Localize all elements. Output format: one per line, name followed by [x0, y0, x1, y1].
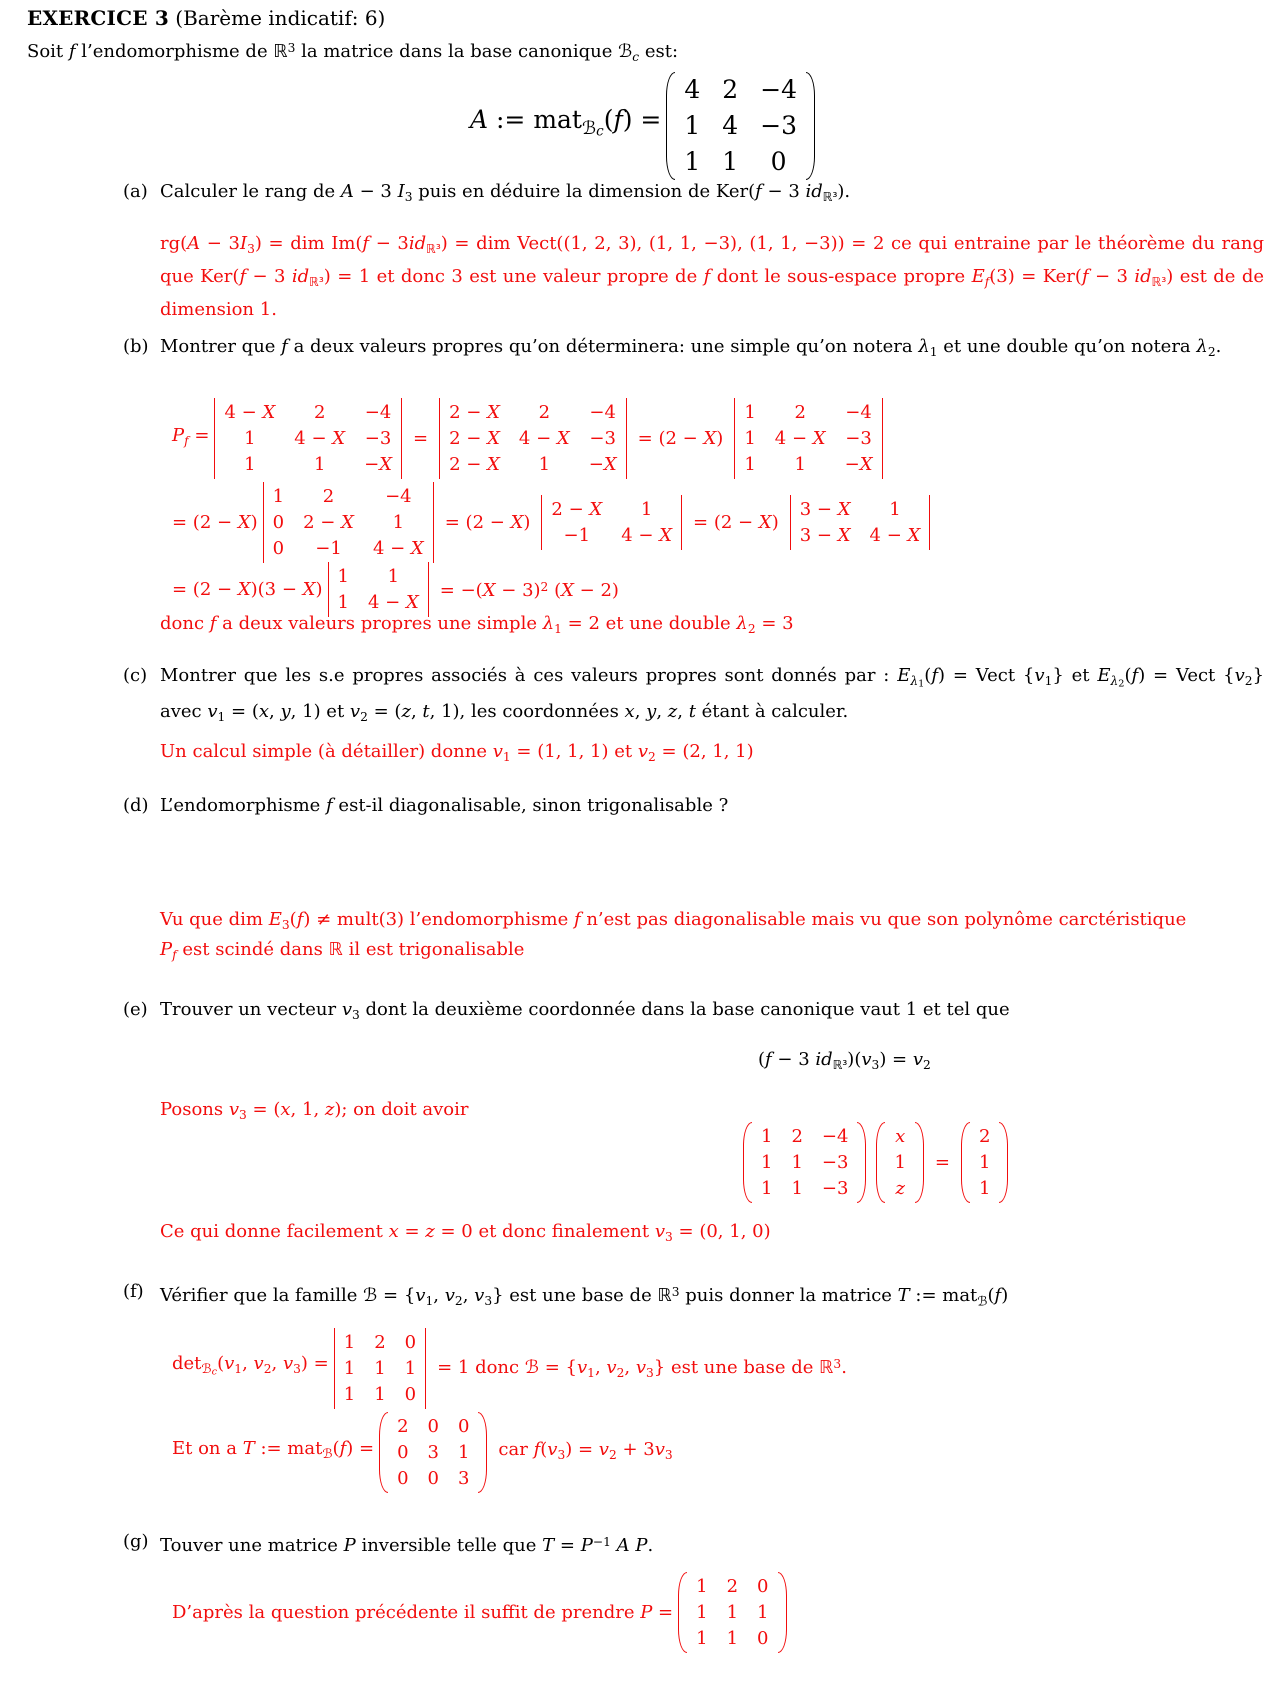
question-e-text: Trouver un vecteur $v_3$ dont la deuxième coordonnée dans la base canonique vaut 1 et tel que	[160, 999, 1010, 1022]
char-poly-lhs: $P_f$ =	[172, 425, 210, 448]
exercise-title-number: EXERCICE 3	[27, 6, 169, 30]
item-label-g: (g)	[123, 1531, 149, 1552]
determinant-3: 1 2 −4 1 4 − X −3 1 1 −X	[734, 398, 882, 479]
determinant-1: 4 − X 2 −4 1 4 − X −3 1 1 −X	[214, 398, 402, 479]
factor-2-minus-x: = (2 − X)	[693, 511, 779, 533]
T-justification: car $f(v_3) = v_2 + 3v_3$	[498, 1439, 673, 1462]
item-label-b: (b)	[123, 336, 149, 357]
vector-x1z: x 1 z	[876, 1122, 923, 1203]
det-lhs: $\det_{ℬc}(v_1$, $v_2$, $v_3$) =	[172, 1353, 329, 1378]
factor-2-minus-x: = (2 − X)	[444, 511, 531, 533]
matrix-a-lhs: A := mat$_{ℬc}$(f) =	[470, 105, 662, 140]
question-g	[123, 1528, 1264, 1560]
answer-e-intro: Posons $v_3 = (x$, 1, z); on doit avoir	[160, 1099, 469, 1122]
pmatrix-f-minus-3id: 1 2 −4 1 1 −3 1 1 −3	[743, 1122, 866, 1203]
det-conclusion: = 1 donc ℬ = {$v_1$, $v_2$, $v_3$} est une base de ℝ$^3$.	[437, 1356, 847, 1381]
answer-f-T-line	[172, 1412, 679, 1493]
factor-2-minus-x: = (2 − X)	[637, 427, 724, 449]
item-label-d: (d)	[123, 795, 149, 816]
matrix-a-display	[470, 72, 820, 180]
answer-e-conclusion: Ce qui donne facilement x = z = 0 et donc finalement $v_3 = (0$, 1, 0)	[160, 1221, 771, 1244]
answer-d-line-1: Vu que dim $E_3(f)$ ≠ mult(3) l’endomorphisme f n’est pas diagonalisable mais vu que son polynôme carctéristique	[160, 909, 1187, 932]
display-equation-e: (f − 3 $id_{ℝ^3})(v_3) = v_2$	[758, 1049, 931, 1072]
determinant-6: 3 − X 1 3 − X 4 − X	[790, 495, 931, 550]
question-c	[123, 662, 1264, 731]
T-lhs: Et on a T := mat$_ℬ$(f) =	[172, 1438, 375, 1463]
answer-a: $rg(A - 3I_3)$ = dim $Im(f - 3id_{ℝ^3})$ = dim Vect((1, 2, 3), (1, 1, −3), (1, 1, −3)) = 2 ce qui entraine par le théorème du rang que Ker(f − 3 $id_{ℝ^3}) = 1$ et donc 3 est une valeur propre de f dont le sous-espace propre $E_f(3) = Ker(f - 3$ $id_{ℝ^3}$) est de de dimension 1.	[160, 233, 1264, 320]
question-a	[123, 178, 1264, 211]
matrix-equation-e	[738, 1122, 1013, 1203]
question-f	[123, 1278, 1264, 1316]
determinant-7: 1 1 1 4 − X	[328, 562, 429, 617]
item-label-a: (a)	[123, 181, 148, 202]
item-label-e: (e)	[123, 999, 148, 1020]
question-c-text: Montrer que les s.e propres associés à ces valeurs propres sont donnés par : $E_{\lambda 1}(f)$ = Vect $\{v_1\}$ et $E_{\lambda 2}(f)$ = Vect $\{v_2\}$ avec $v_1 = (x$, y, 1) et $v_2 = (z$, t, 1), les coordonnées x, y, z, t étant à calculer.	[160, 665, 1264, 725]
question-b-text: Montrer que f a deux valeurs propres qu’on déterminera: une simple qu’on notera $\lambda_1$ et une double qu’on notera $\lambda_2$.	[160, 336, 1222, 359]
answer-c: Un calcul simple (à détailler) donne $v_1 = (1$, 1, 1) et $v_2 = (2$, 1, 1)	[160, 741, 754, 764]
question-a-text: Calculer le rang de A − 3 $I_3$ puis en déduire la dimension de Ker(f − 3 $id_{ℝ^3}$).	[160, 181, 851, 204]
matrix-A: 4 2 −4 1 4 −3 1 1 0	[666, 72, 815, 180]
factor-2x-3x: = (2 − X)(3 − X)	[172, 578, 323, 600]
equals-sign: =	[934, 1151, 950, 1173]
answer-b-conclusion: donc f a deux valeurs propres une simple $\lambda_1 = 2$ et une double $\lambda_2 = 3$	[160, 613, 794, 636]
question-b	[123, 333, 1264, 366]
char-poly-result: = $-(X - 3)^2$ (X − 2)	[439, 580, 619, 602]
answer-g-line	[172, 1572, 792, 1653]
exercise-title	[27, 4, 385, 32]
determinant-5: 2 − X 1 −1 4 − X	[541, 495, 682, 550]
vector-211: 2 1 1	[961, 1122, 1008, 1203]
question-g-text: Touver une matrice P inversible telle que $T = P^{-1}$ A P.	[160, 1535, 654, 1557]
equals-sign: =	[413, 427, 429, 449]
determinant-4: 1 2 −4 0 2 − X 1 0 −1 4 − X	[263, 482, 434, 563]
item-label-f: (f)	[123, 1281, 144, 1302]
intro-line: Soit f l’endomorphisme de ℝ$^3$ la matrice dans la base canonique ℬ$_c$ est:	[27, 41, 679, 65]
question-d	[123, 792, 1264, 820]
pmatrix-P: 1 2 0 1 1 1 1 1 0	[678, 1572, 786, 1653]
question-f-text: Vérifier que la famille ℬ = {$v_1$, $v_2$, $v_3$} est une base de ℝ$^3$ puis donner la matrice T := mat$_ℬ$(f)	[160, 1285, 1009, 1310]
determinant-basis: 1 2 0 1 1 1 1 1 0	[334, 1328, 426, 1409]
factor-2-minus-x: = (2 − X)	[172, 511, 258, 533]
char-poly-line-1	[172, 398, 888, 479]
pmatrix-T: 2 0 0 0 3 1 0 0 3	[379, 1412, 487, 1493]
item-label-c: (c)	[123, 665, 148, 686]
char-poly-line-3	[172, 562, 625, 617]
question-d-text: L’endomorphisme f est-il diagonalisable, sinon trigonalisable ?	[160, 795, 729, 816]
answer-f-det-line	[172, 1328, 853, 1409]
P-lhs: D’après la question précédente il suffit de prendre P =	[172, 1601, 674, 1623]
char-poly-line-2	[172, 482, 935, 563]
determinant-2: 2 − X 2 −4 2 − X 4 − X −3 2 − X 1 −X	[439, 398, 627, 479]
question-e	[123, 996, 1264, 1029]
answer-d-line-2: $P_f$ est scindé dans ℝ il est trigonalisable	[160, 939, 525, 962]
exercise-title-bareme: (Barème indicatif: 6)	[168, 6, 386, 30]
